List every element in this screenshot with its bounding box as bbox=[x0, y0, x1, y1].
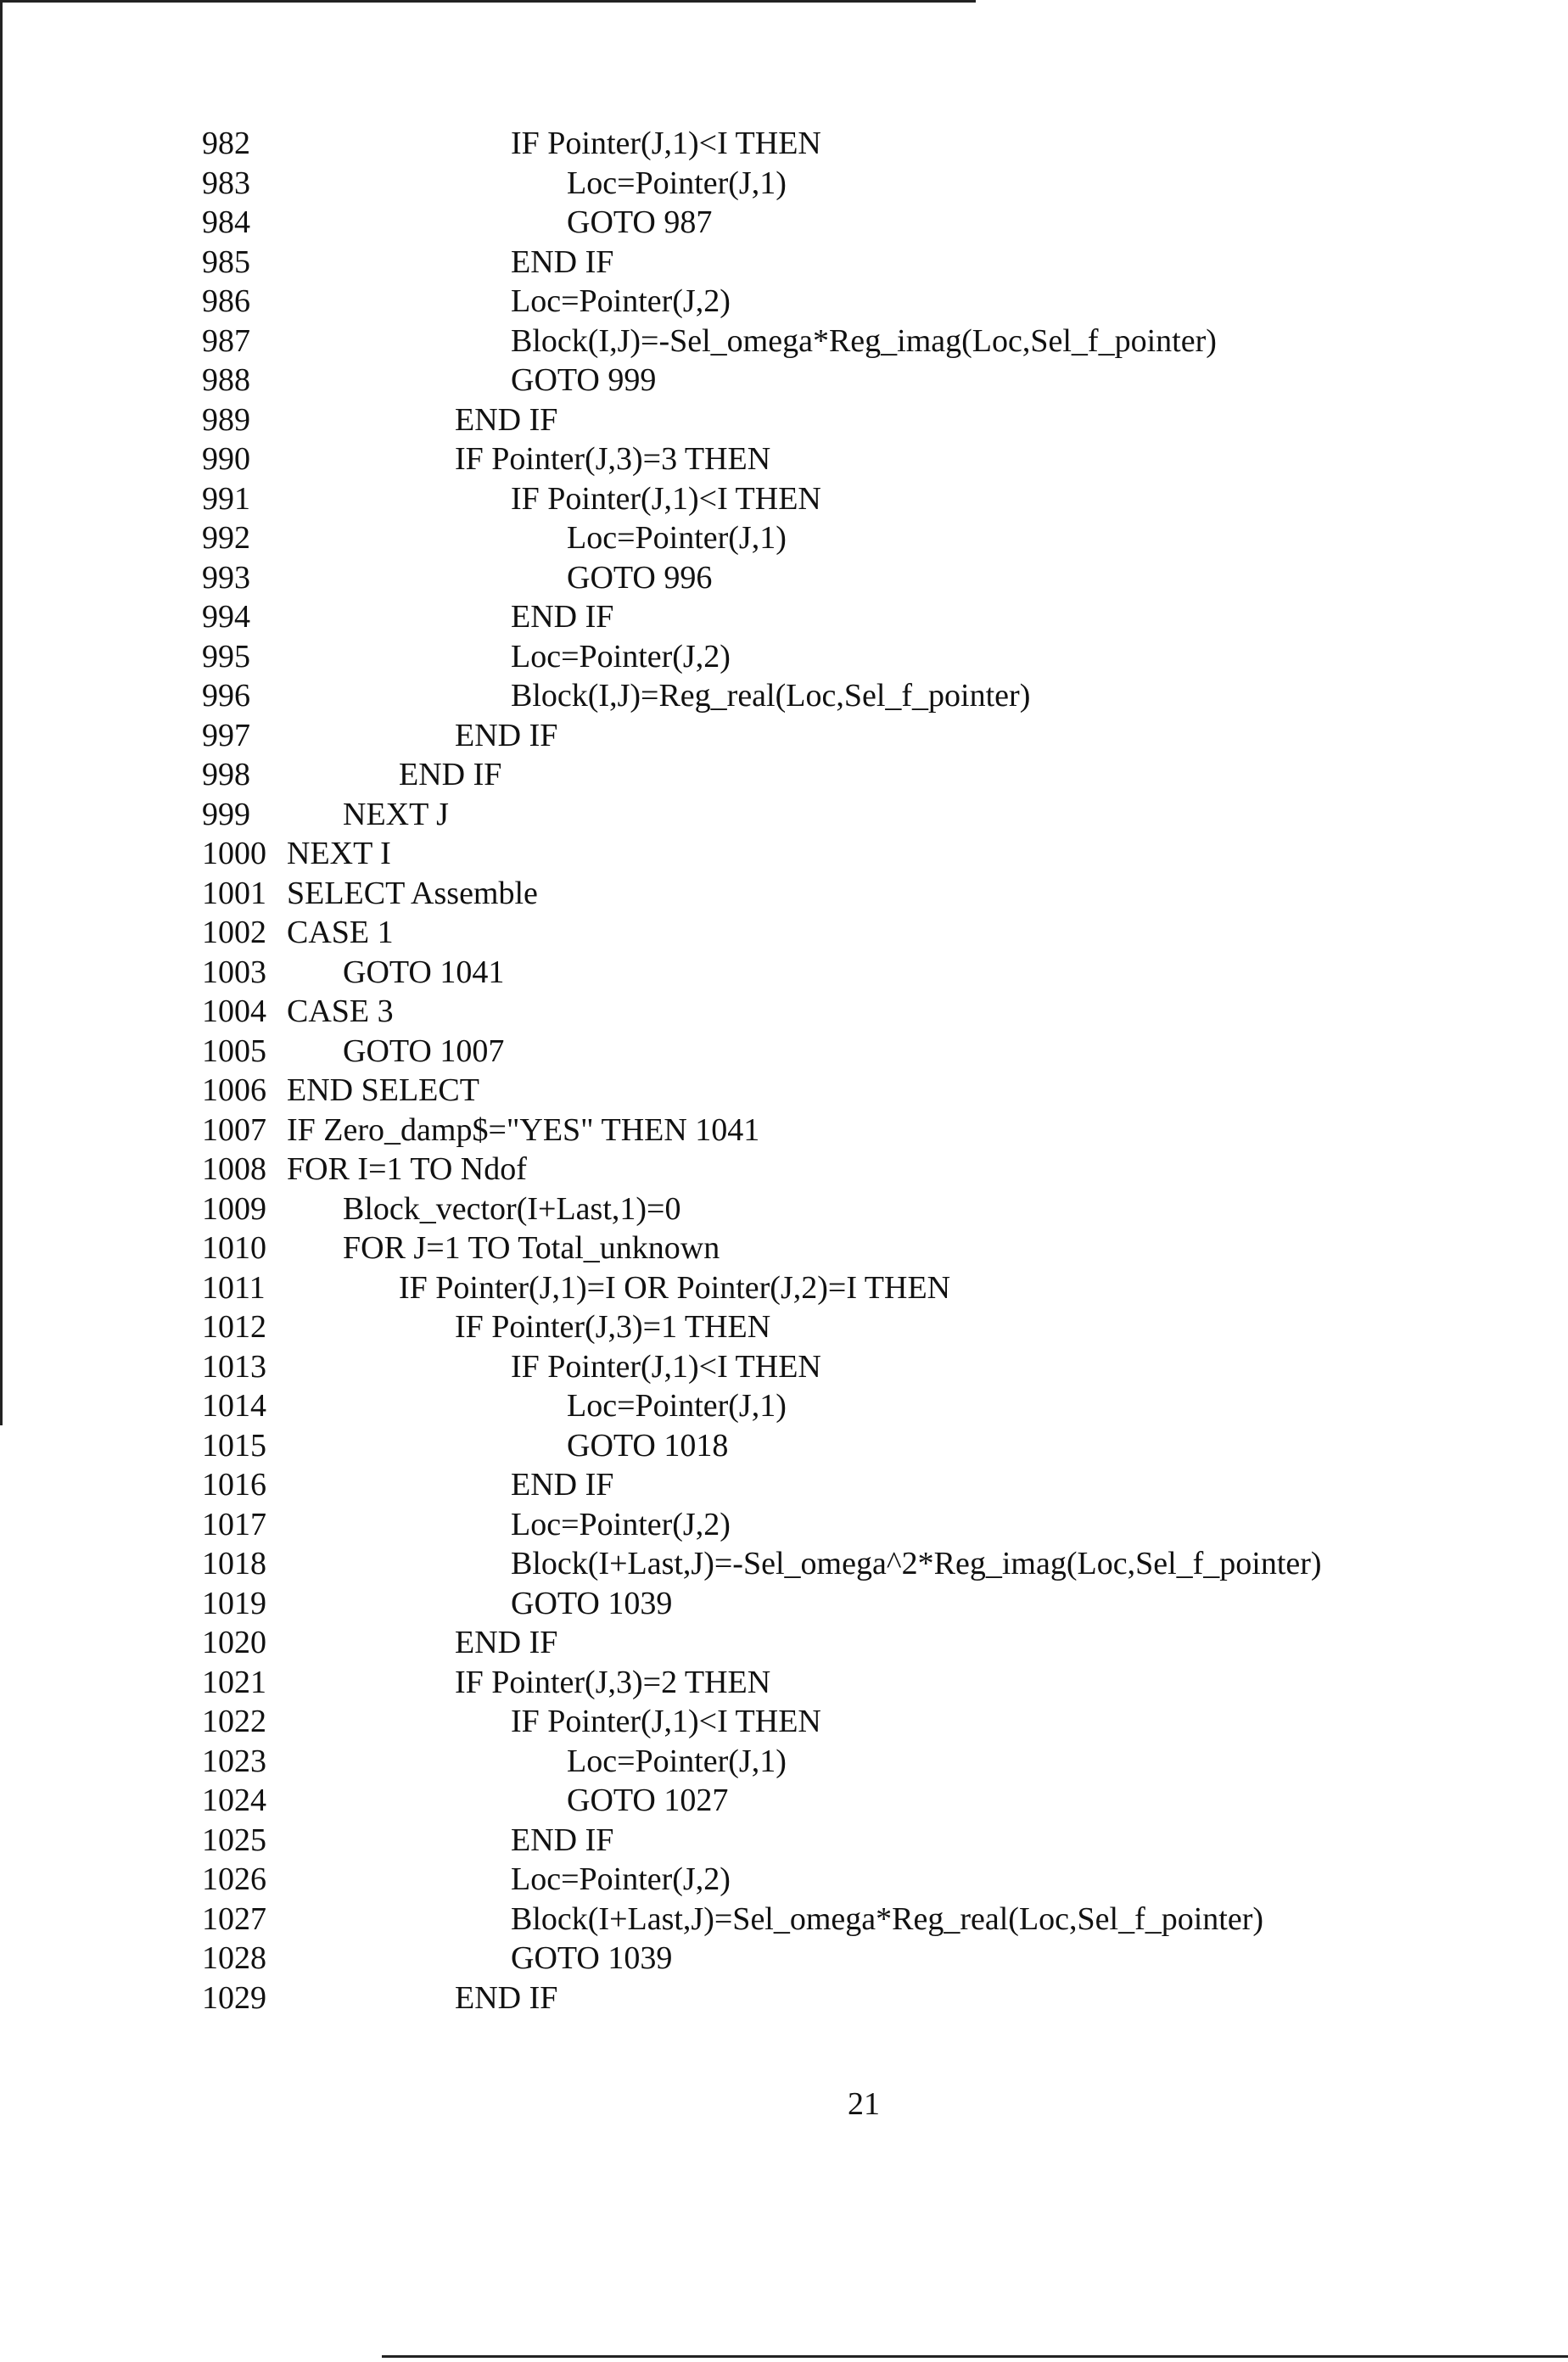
code-statement: NEXT I bbox=[287, 836, 391, 871]
code-line bbox=[202, 1150, 1475, 1189]
line-number: 986 bbox=[202, 283, 250, 319]
code-line bbox=[202, 400, 1475, 440]
code-line bbox=[202, 637, 1475, 677]
code-line bbox=[202, 716, 1475, 756]
code-line bbox=[202, 1663, 1475, 1703]
code-line bbox=[202, 164, 1475, 204]
code-statement: IF Zero_damp$="YES" THEN 1041 bbox=[287, 1111, 760, 1148]
line-number: 982 bbox=[202, 126, 250, 161]
code-statement: Loc=Pointer(J,1) bbox=[567, 1743, 787, 1779]
code-statement: END IF bbox=[511, 1467, 614, 1503]
line-number: 1012 bbox=[202, 1309, 266, 1345]
scan-left-edge bbox=[0, 0, 3, 1425]
scan-bottom-edge bbox=[382, 2355, 1568, 2358]
code-statement: Block_vector(I+Last,1)=0 bbox=[343, 1190, 681, 1227]
code-line bbox=[202, 322, 1475, 361]
code-line bbox=[202, 1821, 1475, 1861]
code-statement: GOTO 1041 bbox=[343, 954, 505, 990]
code-statement: IF Pointer(J,1)<I THEN bbox=[511, 1348, 821, 1385]
code-statement: IF Pointer(J,1)=I OR Pointer(J,2)=I THEN bbox=[399, 1269, 951, 1306]
code-line bbox=[202, 361, 1475, 400]
line-number: 1013 bbox=[202, 1348, 266, 1385]
code-line bbox=[202, 1347, 1475, 1387]
code-line bbox=[202, 992, 1475, 1032]
code-statement: Block(I+Last,J)=Sel_omega*Reg_real(Loc,Sel_f_pointer) bbox=[511, 1900, 1264, 1937]
line-number: 992 bbox=[202, 520, 250, 556]
code-line bbox=[202, 203, 1475, 243]
code-statement: SELECT Assemble bbox=[287, 875, 538, 911]
code-line bbox=[202, 1189, 1475, 1229]
code-line bbox=[202, 1979, 1475, 2018]
code-statement: Loc=Pointer(J,1) bbox=[567, 1388, 787, 1424]
line-number: 1028 bbox=[202, 1940, 266, 1976]
code-line bbox=[202, 1386, 1475, 1426]
code-line bbox=[202, 1426, 1475, 1466]
line-number: 994 bbox=[202, 599, 250, 635]
line-number: 1005 bbox=[202, 1033, 266, 1069]
code-line bbox=[202, 1623, 1475, 1663]
code-line bbox=[202, 1900, 1475, 1939]
code-line bbox=[202, 1702, 1475, 1742]
code-statement: Loc=Pointer(J,2) bbox=[511, 283, 731, 319]
line-number: 988 bbox=[202, 362, 250, 398]
code-statement: END IF bbox=[399, 757, 502, 792]
code-statement: NEXT J bbox=[343, 796, 449, 832]
code-line bbox=[202, 834, 1475, 874]
code-statement: IF Pointer(J,1)<I THEN bbox=[511, 480, 821, 517]
code-statement: CASE 1 bbox=[287, 915, 394, 950]
code-statement: Loc=Pointer(J,1) bbox=[567, 520, 787, 556]
line-number: 1019 bbox=[202, 1585, 266, 1621]
code-line bbox=[202, 953, 1475, 993]
code-statement: IF Pointer(J,3)=1 THEN bbox=[455, 1309, 771, 1345]
code-line bbox=[202, 1584, 1475, 1624]
line-number: 989 bbox=[202, 401, 250, 438]
line-number: 1026 bbox=[202, 1861, 266, 1897]
scan-top-edge bbox=[0, 0, 976, 3]
line-number: 987 bbox=[202, 322, 250, 359]
line-number: 1020 bbox=[202, 1625, 266, 1660]
code-line bbox=[202, 282, 1475, 322]
code-listing bbox=[202, 124, 1475, 2018]
code-statement: IF Pointer(J,3)=2 THEN bbox=[455, 1664, 771, 1700]
code-statement: Loc=Pointer(J,1) bbox=[567, 165, 787, 201]
code-line bbox=[202, 676, 1475, 716]
line-number: 1006 bbox=[202, 1072, 266, 1108]
code-line bbox=[202, 518, 1475, 558]
code-statement: GOTO 1007 bbox=[343, 1033, 505, 1069]
code-statement: Loc=Pointer(J,2) bbox=[511, 638, 731, 674]
code-statement: IF Pointer(J,3)=3 THEN bbox=[455, 441, 771, 477]
code-statement: END IF bbox=[511, 599, 614, 635]
code-statement: GOTO 996 bbox=[567, 559, 713, 596]
line-number: 983 bbox=[202, 165, 250, 201]
line-number: 1008 bbox=[202, 1151, 266, 1187]
code-statement: GOTO 1018 bbox=[567, 1427, 729, 1464]
line-number: 1022 bbox=[202, 1704, 266, 1739]
line-number: 1016 bbox=[202, 1467, 266, 1503]
code-statement: END SELECT bbox=[287, 1072, 479, 1108]
line-number: 1017 bbox=[202, 1506, 266, 1542]
code-line bbox=[202, 1032, 1475, 1072]
code-statement: Block(I,J)=-Sel_omega*Reg_imag(Loc,Sel_f_pointer) bbox=[511, 322, 1217, 359]
code-line bbox=[202, 795, 1475, 835]
line-number: 1000 bbox=[202, 836, 266, 871]
line-number: 1025 bbox=[202, 1822, 266, 1858]
code-line bbox=[202, 243, 1475, 283]
code-line bbox=[202, 1071, 1475, 1111]
code-line bbox=[202, 1860, 1475, 1900]
code-statement: GOTO 1039 bbox=[511, 1585, 673, 1621]
line-number: 1004 bbox=[202, 993, 266, 1029]
line-number: 1014 bbox=[202, 1388, 266, 1424]
line-number: 998 bbox=[202, 757, 250, 792]
code-statement: END IF bbox=[455, 1625, 558, 1660]
code-statement: GOTO 1027 bbox=[567, 1783, 729, 1818]
line-number: 1027 bbox=[202, 1900, 266, 1937]
page-number: 21 bbox=[848, 2086, 880, 2122]
code-statement: END IF bbox=[455, 1979, 558, 2016]
line-number: 1009 bbox=[202, 1190, 266, 1227]
code-line bbox=[202, 1229, 1475, 1268]
code-statement: GOTO 987 bbox=[567, 204, 713, 240]
line-number: 990 bbox=[202, 441, 250, 477]
line-number: 1010 bbox=[202, 1230, 266, 1266]
code-line bbox=[202, 1465, 1475, 1505]
line-number: 1007 bbox=[202, 1111, 266, 1148]
code-line bbox=[202, 558, 1475, 598]
code-line bbox=[202, 913, 1475, 953]
line-number: 995 bbox=[202, 638, 250, 674]
code-line bbox=[202, 124, 1475, 164]
code-line bbox=[202, 597, 1475, 637]
line-number: 1021 bbox=[202, 1664, 266, 1700]
line-number: 1003 bbox=[202, 954, 266, 990]
code-statement: Block(I,J)=Reg_real(Loc,Sel_f_pointer) bbox=[511, 678, 1031, 714]
code-statement: END IF bbox=[511, 243, 614, 280]
line-number: 993 bbox=[202, 559, 250, 596]
line-number: 1018 bbox=[202, 1546, 266, 1581]
line-number: 984 bbox=[202, 204, 250, 240]
code-line bbox=[202, 439, 1475, 479]
code-statement: FOR J=1 TO Total_unknown bbox=[343, 1230, 720, 1266]
line-number: 1023 bbox=[202, 1743, 266, 1779]
code-line bbox=[202, 1939, 1475, 1979]
code-line bbox=[202, 755, 1475, 795]
code-statement: GOTO 999 bbox=[511, 362, 657, 398]
code-statement: END IF bbox=[511, 1822, 614, 1858]
code-statement: Block(I+Last,J)=-Sel_omega^2*Reg_imag(Loc,Sel_f_pointer) bbox=[511, 1546, 1322, 1581]
line-number: 997 bbox=[202, 717, 250, 753]
code-statement: Loc=Pointer(J,2) bbox=[511, 1861, 731, 1897]
code-line bbox=[202, 1742, 1475, 1782]
code-line bbox=[202, 1781, 1475, 1821]
code-line bbox=[202, 1544, 1475, 1584]
line-number: 1001 bbox=[202, 875, 266, 911]
code-statement: GOTO 1039 bbox=[511, 1940, 673, 1976]
code-statement: CASE 3 bbox=[287, 993, 394, 1029]
line-number: 1002 bbox=[202, 915, 266, 950]
code-statement: FOR I=1 TO Ndof bbox=[287, 1151, 527, 1187]
code-line bbox=[202, 479, 1475, 519]
code-line bbox=[202, 1111, 1475, 1150]
line-number: 999 bbox=[202, 796, 250, 832]
code-line bbox=[202, 1307, 1475, 1347]
code-line bbox=[202, 1505, 1475, 1545]
line-number: 1029 bbox=[202, 1979, 266, 2016]
code-statement: END IF bbox=[455, 401, 558, 438]
line-number: 991 bbox=[202, 480, 250, 517]
line-number: 1011 bbox=[202, 1269, 266, 1306]
line-number: 996 bbox=[202, 678, 250, 714]
code-statement: Loc=Pointer(J,2) bbox=[511, 1506, 731, 1542]
code-statement: END IF bbox=[455, 717, 558, 753]
code-line bbox=[202, 874, 1475, 914]
code-statement: IF Pointer(J,1)<I THEN bbox=[511, 1704, 821, 1739]
line-number: 985 bbox=[202, 243, 250, 280]
code-line bbox=[202, 1268, 1475, 1308]
code-statement: IF Pointer(J,1)<I THEN bbox=[511, 126, 821, 161]
line-number: 1015 bbox=[202, 1427, 266, 1464]
line-number: 1024 bbox=[202, 1783, 266, 1818]
